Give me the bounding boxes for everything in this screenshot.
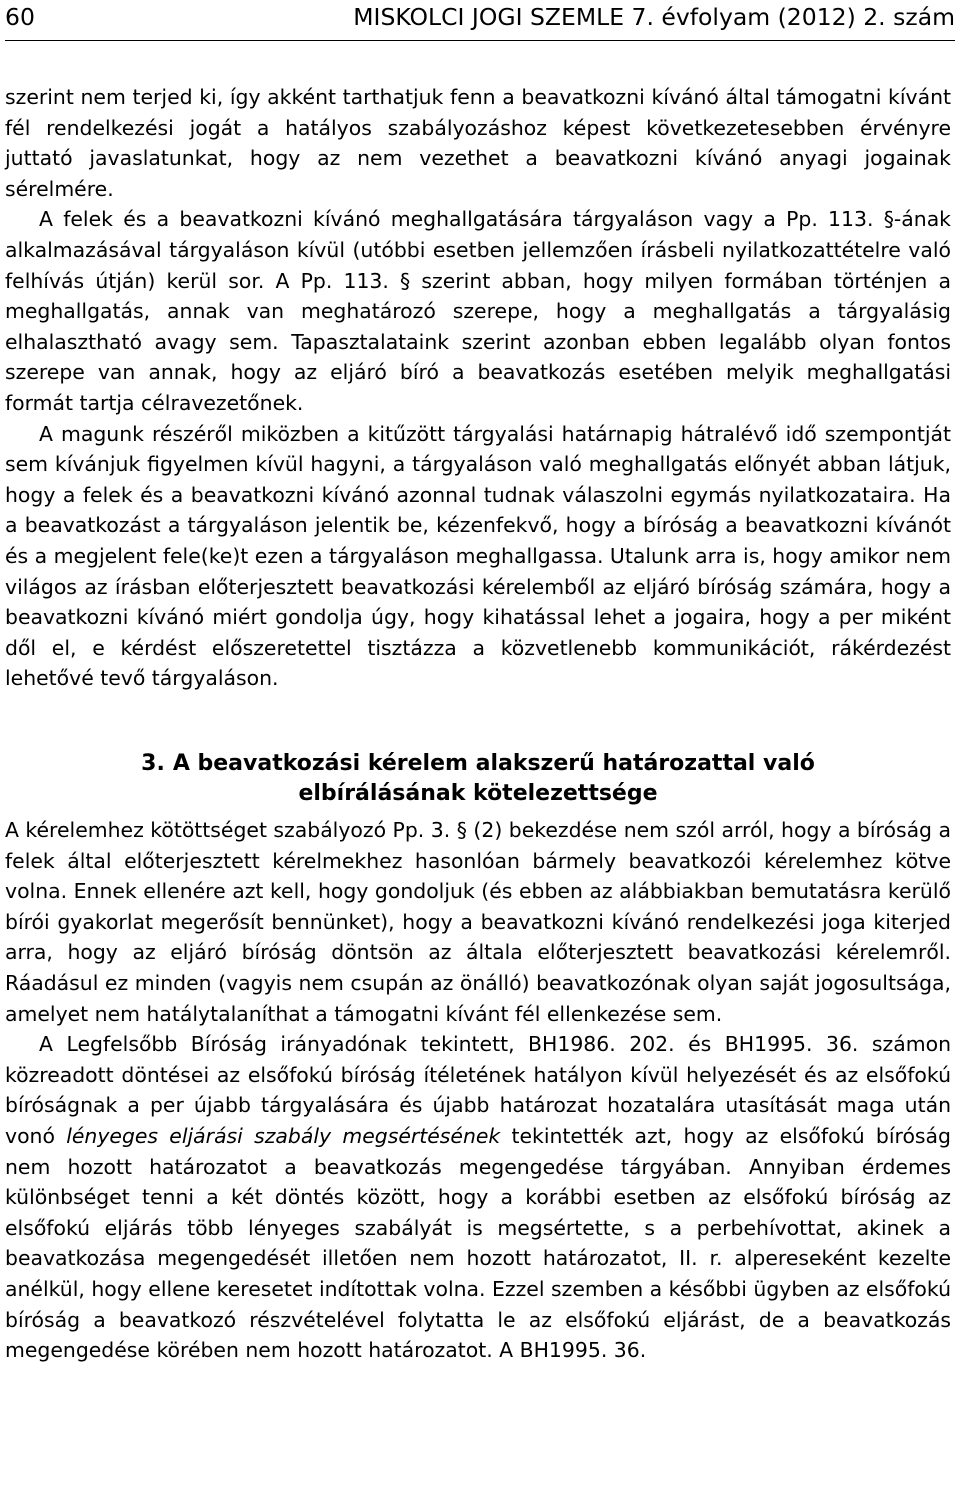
section-number: 3. [141,750,165,776]
paragraph-text-end: tekintették azt, hogy az elsőfokú bíróság nem hozott határozatot a beavatkozás megengedése tárgyában. Annyiban érdemes különbséget tenni a két döntés között, hogy a korábbi esetben az elsőfokú bíróság az elsőfokú eljárás több lényeges szabályát is megsértette, s a perbehívottat, akinek a beavatkozása megengedését illetően nem hozott határozatot, II. r. alpereseként kezelte anélkül, hogy ellene keresetet indítottak volna. Ezzel szemben a későbbi ügyben az elsőfokú bíróság a beavatkozó részvételével folytatta le az elsőfokú eljárást, de a beavatkozás megengedése körében nem hozott határozatot. A BH1995. 36. [5,1124,951,1363]
journal-running-head: MISKOLCI JOGI SZEMLE 7. évfolyam (2012) 2. szám [353,3,955,31]
paragraph-continued: szerint nem terjed ki, így akként tarthatjuk fenn a beavatkozni kívánó által támogatni kívánt fél rendelkezési jogát a hatályos szabályozáshoz képest következetesebben érvényre juttató javaslatunkat, hogy az nem vezethet a beavatkozni kívánó anyagi jogainak sérelmére. [5,85,951,201]
paragraph-binding-request: A kérelemhez kötöttséget szabályozó Pp. 3. § (2) bekezdése nem szól arról, hogy a bíróság a felek által előterjesztett kérelmekhez hasonlóan bármely beavatkozói kérelemhez kötve volna. Ennek ellenére azt kell, hogy gondoljuk (és ebben az alábbiakban bemutatásra kerülő bírói gyakorlat megerősít bennünket), hogy a beavatkozni kívánó rendelkezési joga kiterjed arra, hogy az eljáró bíróság döntsön az általa előterjesztett beavatkozási kérelemről. Ráadásul ez minden (vagyis nem csupán az önálló) beavatkozónak olyan saját jogosultsága, amelyet nem hatálytalaníthat a támogatni kívánt fél ellenkezése sem. [5,818,951,1026]
paragraph-our-view: A magunk részéről miközben a kitűzött tárgyalási határnapig hátralévő idő szempontját sem kívánjuk figyelmen kívül hagyni, a tárgyaláson való meghallgatás előnyét abban látjuk, hogy a felek és a beavatkozni kívánó azonnal tudnak válaszolni egymás nyilatkozataira. Ha a beavatkozást a tárgyaláson jelentik be, kézenfekvő, hogy a bíróság a beavatkozni kívánót és a megjelent fele(ke)t ezen a tárgyaláson meghallgassa. Utalunk arra is, hogy amikor nem világos az írásban előterjesztett beavatkozási kérelemből az eljáró bíróság számára, hogy a beavatkozni kívánó miért gondolja úgy, hogy kihatással lehet a jogaira, hogy a per miként dől el, e kérdést előszeretettel tisztázza a közvetlenebb kommunikációt, rákérdezést lehetővé tevő tárgyaláson. [5,421,951,691]
section-heading [5,749,951,810]
paragraph-text-start: A Legfelsőbb Bíróság irányadónak tekintett, BH1986. 202. és BH1995. 36. számon közreadott döntései az elsőfokú bíróság ítéletének hatályon kívül helyezését és az elsőfokú bíróságnak a per újabb tárgyalására és újabb határozat hozatalára utasítását maga után vonó [5,1032,951,1148]
paragraph-supreme-court [5,1029,951,1366]
article-body [5,82,951,1366]
page-number: 60 [5,3,35,31]
section-title: A beavatkozási kérelem alakszerű határozattal való elbírálásának kötelezettsége [172,750,815,807]
italic-phrase: lényeges eljárási szabály megsértésének [66,1124,501,1148]
running-header [5,0,955,41]
section-spacer [5,694,951,749]
paragraph-hearing-forms: A felek és a beavatkozni kívánó meghallgatására tárgyaláson vagy a Pp. 113. §-ának alkalmazásával tárgyaláson kívül (utóbbi esetben jellemzően írásbeli nyilatkozattételre való felhívás útján) kerül sor. A Pp. 113. § szerint abban, hogy milyen formában történjen a meghallgatás, annak van meghatározó szerepe, hogy a meghallgatás a tárgyalásig elhalasztható avagy sem. Tapasztalataink szerint azonban ebben legalább olyan fontos szerepe van annak, hogy az eljáró bíró a beavatkozás esetében melyik meghallgatási formát tartja célravezetőnek. [5,207,951,415]
